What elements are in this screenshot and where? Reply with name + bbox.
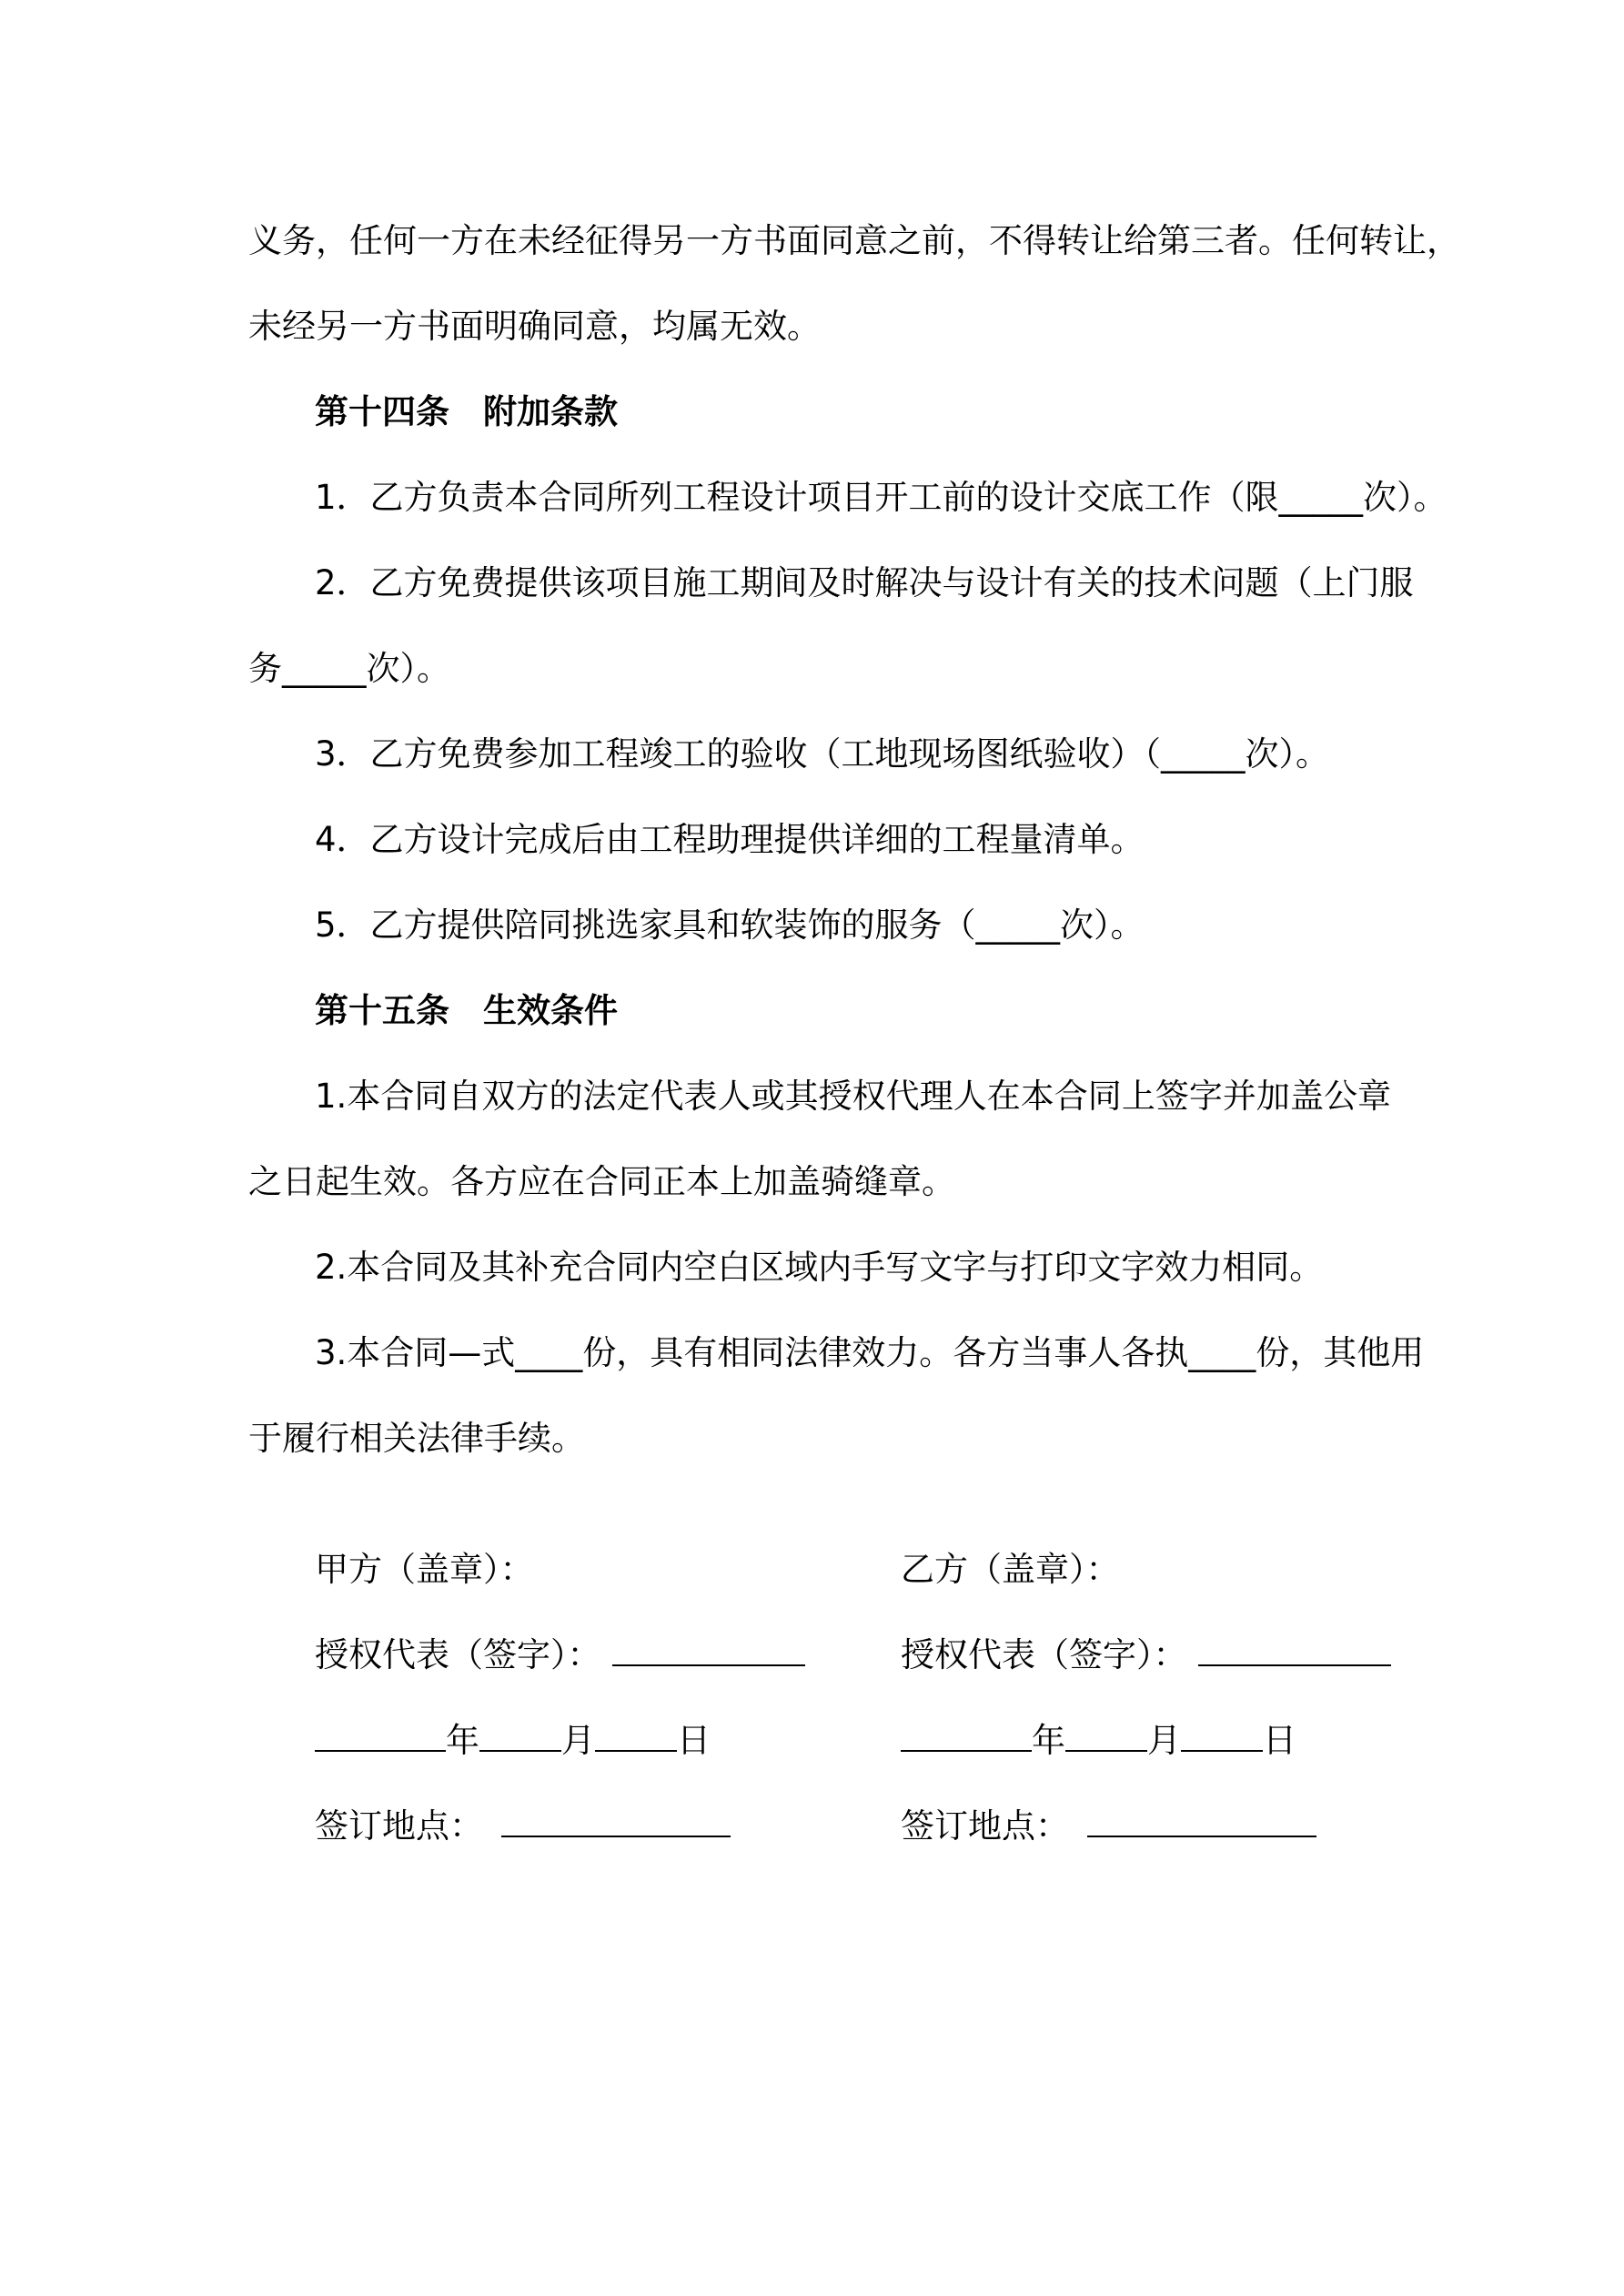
article-14-item-2: 2．乙方免费提供该项目施工期间及时解决与设计有关的技术问题（上门服 xyxy=(315,563,1414,602)
year-blank[interactable] xyxy=(901,1719,1032,1752)
article-15-item-1: 1.本合同自双方的法定代表人或其授权代理人在本合同上签字并加盖公章 xyxy=(315,1077,1391,1116)
day-blank[interactable] xyxy=(595,1719,677,1752)
party-a-place-blank[interactable] xyxy=(501,1805,731,1837)
party-a-seal-label: 甲方（盖章）： xyxy=(315,1550,534,1589)
party-b-place-blank[interactable] xyxy=(1087,1805,1316,1837)
year-label: 年 xyxy=(1032,1721,1065,1760)
party-b-rep-label: 授权代表（签字）： xyxy=(901,1635,1187,1674)
party-b-rep-blank[interactable] xyxy=(1198,1633,1391,1666)
month-blank[interactable] xyxy=(1065,1719,1147,1752)
article-15-heading: 第十五条 生效条件 xyxy=(315,991,618,1030)
party-b-place-row xyxy=(901,1804,1316,1849)
party-a-date-row xyxy=(315,1718,711,1764)
party-b-date-row xyxy=(901,1718,1296,1764)
article-14-item-1: 1．乙方负责本合同所列工程设计项目开工前的设计交底工作（限_____次）。 xyxy=(315,478,1447,517)
day-label: 日 xyxy=(1263,1721,1296,1760)
article-14-heading: 第十四条 附加条款 xyxy=(315,392,618,431)
day-label: 日 xyxy=(677,1721,711,1760)
article-14-item-2-cont: 务_____次）。 xyxy=(248,649,450,688)
month-label: 月 xyxy=(561,1721,595,1760)
party-b-place-label: 签订地点： xyxy=(901,1806,1069,1846)
paragraph-line: 未经另一方书面明确同意，均属无效。 xyxy=(248,307,821,346)
month-blank[interactable] xyxy=(479,1719,561,1752)
year-blank[interactable] xyxy=(315,1719,446,1752)
party-a-rep-label: 授权代表（签字）： xyxy=(315,1635,601,1674)
article-14-item-3: 3．乙方免费参加工程竣工的验收（工地现场图纸验收）（_____次）。 xyxy=(315,734,1330,774)
month-label: 月 xyxy=(1147,1721,1181,1760)
party-b-rep-row xyxy=(901,1633,1391,1678)
article-14-item-5: 5．乙方提供陪同挑选家具和软装饰的服务（_____次）。 xyxy=(315,905,1145,945)
article-15-item-3: 3.本合同—式____份，具有相同法律效力。各方当事人各执____份，其他用 xyxy=(315,1333,1425,1372)
party-a-place-row xyxy=(315,1804,731,1849)
party-a-rep-row xyxy=(315,1633,805,1678)
paragraph-line: 义务，任何一方在未经征得另一方书面同意之前，不得转让给第三者。任何转让， xyxy=(248,221,1460,260)
article-14-item-4: 4．乙方设计完成后由工程助理提供详细的工程量清单。 xyxy=(315,820,1145,859)
party-a-rep-blank[interactable] xyxy=(612,1633,805,1666)
party-b-seal-label: 乙方（盖章）： xyxy=(901,1550,1120,1589)
party-a-place-label: 签订地点： xyxy=(315,1806,483,1846)
day-blank[interactable] xyxy=(1181,1719,1263,1752)
year-label: 年 xyxy=(446,1721,479,1760)
article-15-item-3-cont: 于履行相关法律手续。 xyxy=(248,1419,585,1458)
article-15-item-2: 2.本合同及其补充合同内空白区域内手写文字与打印文字效力相同。 xyxy=(315,1248,1324,1287)
article-15-item-1-cont: 之日起生效。各方应在合同正本上加盖骑缝章。 xyxy=(248,1162,955,1201)
